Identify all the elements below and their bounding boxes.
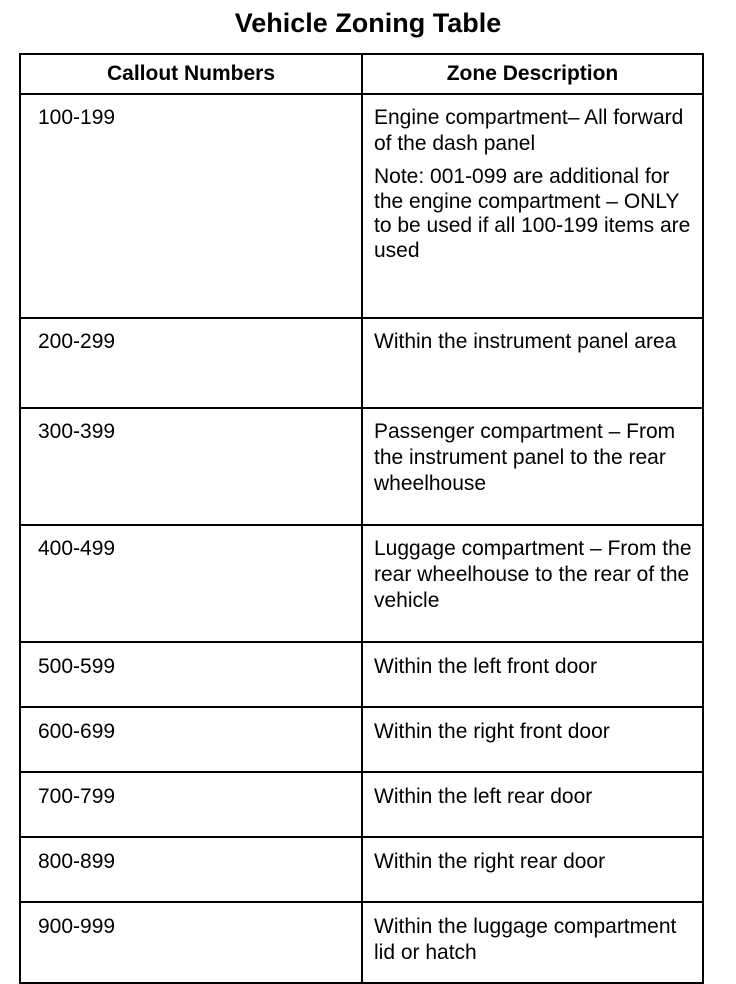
callout-cell: 700-799: [20, 772, 362, 837]
description-cell: Within the right rear door: [362, 837, 703, 902]
callout-cell: 400-499: [20, 525, 362, 642]
description-cell: Within the luggage compartment lid or hatch: [362, 902, 703, 983]
table-row: [20, 94, 703, 318]
callout-cell: 600-699: [20, 707, 362, 772]
header-row: [20, 54, 703, 94]
callout-numbers-header: Callout Numbers: [20, 54, 362, 94]
zone-description-header: Zone Description: [362, 54, 703, 94]
description-cell: Within the left rear door: [362, 772, 703, 837]
table-row: [20, 837, 703, 902]
description-cell: Within the left front door: [362, 642, 703, 707]
description-cell: Luggage compartment – From the rear wheelhouse to the rear of the vehicle: [362, 525, 703, 642]
table-row: [20, 642, 703, 707]
callout-cell: 900-999: [20, 902, 362, 983]
table-row: [20, 707, 703, 772]
callout-cell: 300-399: [20, 408, 362, 525]
description-cell: Within the right front door: [362, 707, 703, 772]
table-row: [20, 318, 703, 408]
table-row: [20, 902, 703, 983]
callout-cell: 100-199: [20, 94, 362, 318]
callout-cell: 500-599: [20, 642, 362, 707]
description-note: Note: 001-099 are additional for the engine compartment – ONLY to be used if all 100-199 items are used: [374, 165, 691, 262]
callout-cell: 800-899: [20, 837, 362, 902]
table-title: Vehicle Zoning Table: [234, 8, 502, 38]
description-cell: Passenger compartment – From the instrument panel to the rear wheelhouse: [362, 408, 703, 525]
vehicle-zoning-table: [19, 53, 704, 984]
description-cell: [362, 94, 703, 318]
description-cell: Within the instrument panel area: [362, 318, 703, 408]
description-text: Engine compartment– All forward of the dash panel: [374, 106, 684, 155]
table-row: [20, 525, 703, 642]
table-row: [20, 408, 703, 525]
callout-cell: 200-299: [20, 318, 362, 408]
table-row: [20, 772, 703, 837]
